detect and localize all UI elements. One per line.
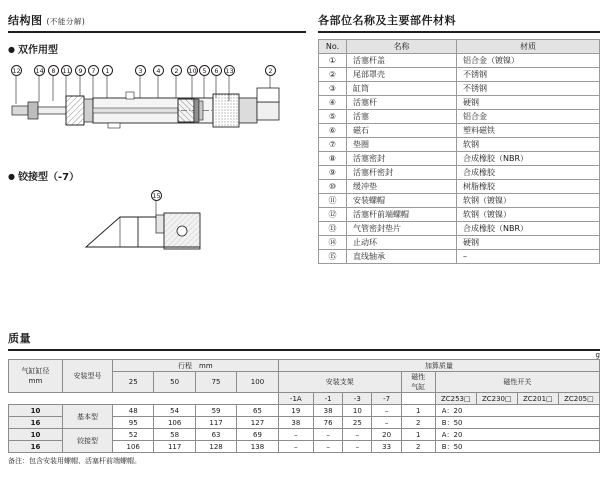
part-material: 合成橡胶 (457, 166, 600, 180)
part-no: ① (319, 54, 347, 68)
structure-title-text: 结构图 (8, 14, 43, 27)
part-name: 缸筒 (347, 82, 457, 96)
callout-3: 3 (135, 65, 146, 76)
part-material: 不锈钢 (457, 68, 600, 82)
mass-header-switch-zc230: ZC230□ (476, 393, 517, 405)
mass-bracket-value: – (313, 441, 342, 453)
part-no: ③ (319, 82, 347, 96)
mass-bracket-value: – (343, 429, 372, 441)
mass-header-bracket-7: -7 (372, 393, 401, 405)
subsection-double-acting: ● 双作用型 (8, 41, 306, 56)
part-no: ⑪ (319, 194, 347, 208)
mass-header-magnet-line2: 气缸 (411, 383, 426, 391)
mass-stroke-value: 59 (195, 405, 236, 417)
mass-switch-value: B：50 (435, 441, 599, 453)
mass-header-stroke-75: 75 (195, 372, 236, 393)
mass-switch-value: A：20 (435, 429, 599, 441)
parts-title: 各部位名称及主要部件材料 (318, 14, 456, 27)
mass-stroke-value: 65 (237, 405, 278, 417)
mass-stroke-value: 106 (154, 417, 195, 429)
mass-stroke-value: 127 (237, 417, 278, 429)
callout-4: 4 (153, 65, 164, 76)
mass-bracket-value: 20 (372, 429, 401, 441)
mass-unit: g (595, 351, 600, 359)
structure-section (8, 12, 306, 261)
mass-header-switch: 磁性开关 (435, 372, 599, 393)
part-material: 铝合金 (457, 110, 600, 124)
parts-table-head (319, 40, 600, 54)
mass-bracket-value: – (278, 441, 313, 453)
mass-magnet-value: 2 (401, 441, 435, 453)
mass-header-bore-line1: 气缸缸径 (21, 367, 50, 375)
part-material: 合成橡胶（NBR） (457, 222, 600, 236)
mass-stroke-value: 54 (154, 405, 195, 417)
mass-stroke-value: 63 (195, 429, 236, 441)
mass-header-magnet-line1: 磁性 (411, 373, 426, 381)
mass-stroke-value: 138 (237, 441, 278, 453)
part-no: ⑥ (319, 124, 347, 138)
structure-title (8, 12, 306, 28)
mass-switch-value: A：20 (435, 405, 599, 417)
callout-2b: 2 (265, 65, 276, 76)
mass-bore: 16 (9, 417, 63, 429)
part-name: 磁石 (347, 124, 457, 138)
hinge-cross-section-drawing (8, 185, 306, 261)
part-no: ⑮ (319, 250, 347, 264)
table-row (319, 68, 600, 82)
mass-bracket-value: 38 (313, 405, 342, 417)
callout-10: 10 (188, 67, 197, 75)
table-row (319, 194, 600, 208)
part-no: ⑦ (319, 138, 347, 152)
part-material: 软钢 (457, 138, 600, 152)
part-material: 塑料磁铁 (457, 124, 600, 138)
mass-bracket-value: 33 (372, 441, 401, 453)
mass-stroke-value: 117 (195, 417, 236, 429)
table-row (319, 96, 600, 110)
part-no: ⑧ (319, 152, 347, 166)
mass-stroke-value: 52 (113, 429, 154, 441)
part-no: ④ (319, 96, 347, 110)
mass-header-bracket: 安装支架 (278, 372, 401, 393)
part-material: 树脂橡胶 (457, 180, 600, 194)
mass-bracket-value: 10 (343, 405, 372, 417)
part-name: 活塞杆前端螺帽 (347, 208, 457, 222)
table-row (319, 222, 600, 236)
callout-11: 11 (62, 67, 71, 75)
part-material: 软钢（镀镍） (457, 208, 600, 222)
table-row (319, 152, 600, 166)
callout-2: 2 (171, 65, 182, 76)
mass-table-head (9, 360, 600, 405)
mass-header-stroke-50: 50 (154, 372, 195, 393)
part-no: ⑤ (319, 110, 347, 124)
mass-magnet-value: 1 (401, 429, 435, 441)
table-row (319, 208, 600, 222)
callout-7: 7 (88, 65, 99, 76)
mass-mount: 基本型 (63, 405, 113, 429)
mass-bracket-value: 38 (278, 417, 313, 429)
part-no: ⑩ (319, 180, 347, 194)
mass-bore: 10 (9, 405, 63, 417)
mass-header-bracket-3: -3 (343, 393, 372, 405)
mass-header-switch-zc253: ZC253□ (435, 393, 476, 405)
table-row (319, 166, 600, 180)
table-row (319, 138, 600, 152)
mass-table-body (9, 405, 600, 453)
part-name: 气管密封垫片 (347, 222, 457, 236)
mass-stroke-value: 128 (195, 441, 236, 453)
part-name: 缓冲垫 (347, 180, 457, 194)
parts-table-body (319, 54, 600, 264)
part-name: 尾部罩壳 (347, 68, 457, 82)
structure-title-note: (不能分解) (46, 17, 86, 26)
part-material: 不锈钢 (457, 82, 600, 96)
mass-header-row-3 (9, 393, 600, 405)
table-row (319, 180, 600, 194)
part-name: 止动环 (347, 236, 457, 250)
cylinder-cross-section-drawing (8, 58, 306, 154)
table-row (9, 405, 600, 417)
mass-header-magnet (401, 372, 435, 393)
mass-header-switch-zc205: ZC205□ (558, 393, 599, 405)
subsection-hinge: ● 铰接型（-7） (8, 168, 306, 183)
mass-title: 质量 (8, 332, 31, 345)
table-row (319, 250, 600, 264)
table-row (9, 429, 600, 441)
mass-header-switch-zc201: ZC201□ (517, 393, 558, 405)
part-no: ⑭ (319, 236, 347, 250)
mass-bracket-value: – (278, 429, 313, 441)
part-no: ⑬ (319, 222, 347, 236)
mass-stroke-value: 58 (154, 429, 195, 441)
callout-6: 6 (211, 65, 222, 76)
part-name: 活塞 (347, 110, 457, 124)
callout-13: 13 (225, 67, 234, 75)
part-name: 直线轴承 (347, 250, 457, 264)
mass-bracket-value: 19 (278, 405, 313, 417)
part-no: ② (319, 68, 347, 82)
callout-5: 5 (199, 65, 210, 76)
mass-bracket-value: 76 (313, 417, 342, 429)
callout-9: 9 (75, 65, 86, 76)
mass-mount: 铰接型 (63, 429, 113, 453)
mass-stroke-value: 48 (113, 405, 154, 417)
mass-header-bore-line2: mm (28, 377, 43, 385)
mass-stroke-value: 106 (113, 441, 154, 453)
mass-bracket-value: – (313, 429, 342, 441)
part-name: 垫圈 (347, 138, 457, 152)
mass-magnet-value: 1 (401, 405, 435, 417)
mass-stroke-value: 69 (237, 429, 278, 441)
structure-divider (8, 31, 306, 33)
mass-header-stroke: 行程 mm (113, 360, 279, 372)
part-material: 合成橡胶（NBR） (457, 152, 600, 166)
callout-12: 12 (12, 67, 21, 75)
table-row (319, 54, 600, 68)
mass-bore: 10 (9, 429, 63, 441)
part-no: ⑨ (319, 166, 347, 180)
part-material: – (457, 250, 600, 264)
part-material: 硬钢 (457, 236, 600, 250)
mass-header-stroke-25: 25 (113, 372, 154, 393)
parts-section (318, 12, 600, 264)
mass-table (8, 359, 600, 453)
part-material: 软钢（镀镍） (457, 194, 600, 208)
mass-header-bracket-1: -1 (313, 393, 342, 405)
callout-14: 14 (35, 67, 44, 75)
mass-bracket-value: – (372, 405, 401, 417)
mass-header-row-1 (9, 360, 600, 372)
mass-bracket-value: 25 (343, 417, 372, 429)
table-row (319, 236, 600, 250)
part-name: 活塞密封 (347, 152, 457, 166)
part-name: 安装螺帽 (347, 194, 457, 208)
mass-magnet-value: 2 (401, 417, 435, 429)
parts-divider (318, 31, 600, 33)
callout-15: 15 (152, 192, 161, 200)
callout-8: 8 (48, 65, 59, 76)
mass-note: 备注：包含安装用螺帽、活塞杆前端螺帽。 (8, 457, 141, 465)
mass-header-bore (9, 360, 63, 393)
callout-1: 1 (102, 65, 113, 76)
part-name: 活塞杆密封 (347, 166, 457, 180)
part-material: 硬钢 (457, 96, 600, 110)
part-material: 铝合金（镀镍） (457, 54, 600, 68)
parts-header-name: 名称 (347, 40, 457, 54)
part-name: 活塞杆盖 (347, 54, 457, 68)
mass-header-addmass: 加算质量 (278, 360, 599, 372)
mass-bracket-value: – (372, 417, 401, 429)
table-row (319, 82, 600, 96)
parts-header-material: 材质 (457, 40, 600, 54)
parts-table (318, 39, 600, 264)
parts-header-row (319, 40, 600, 54)
mass-stroke-value: 95 (113, 417, 154, 429)
mass-bore: 16 (9, 441, 63, 453)
mass-bracket-value: – (343, 441, 372, 453)
table-row (319, 110, 600, 124)
mass-stroke-value: 117 (154, 441, 195, 453)
table-row (319, 124, 600, 138)
parts-header-no: No. (319, 40, 347, 54)
part-name: 活塞杆 (347, 96, 457, 110)
part-no: ⑫ (319, 208, 347, 222)
mass-header-bracket-1a: -1A (278, 393, 313, 405)
mass-section (8, 330, 600, 466)
mass-switch-value: B：50 (435, 417, 599, 429)
mass-header-mount: 安装型号 (63, 360, 113, 393)
mass-header-stroke-100: 100 (237, 372, 278, 393)
